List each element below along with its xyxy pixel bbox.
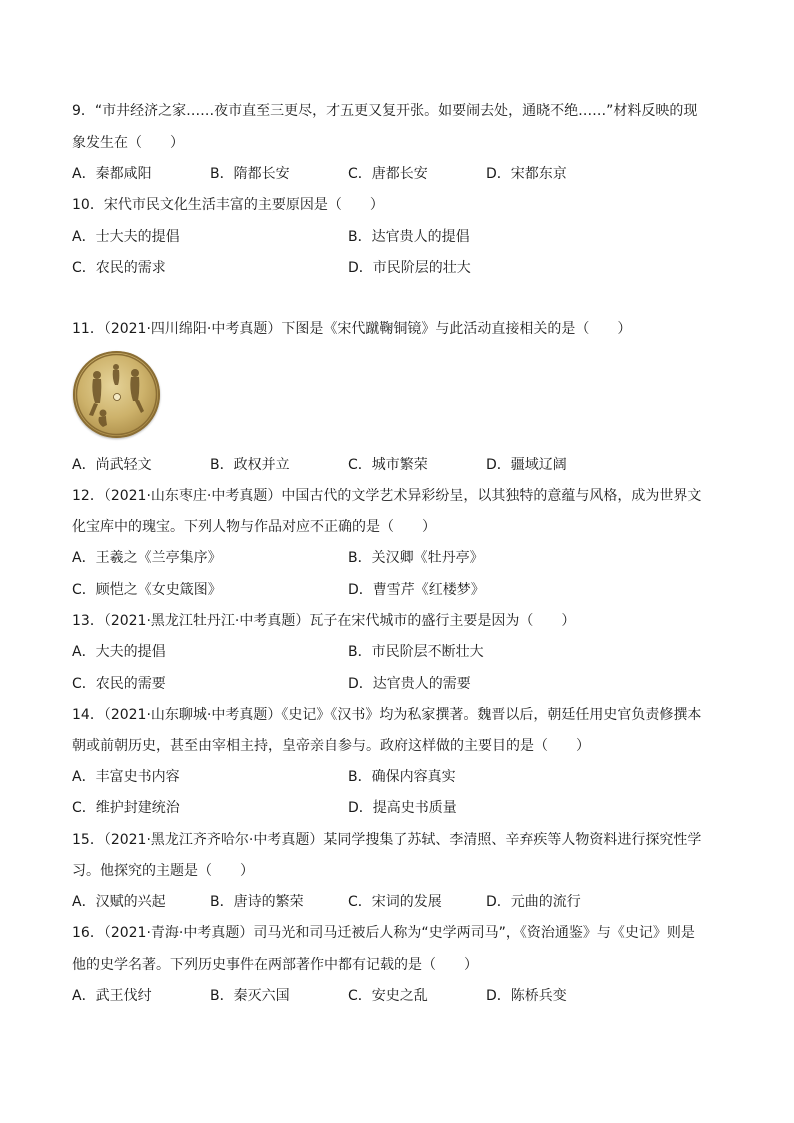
q13-option-c[interactable]: C．农民的需要 — [72, 676, 166, 692]
q15-stem-line-1: 15．（2021·黑龙江齐齐哈尔·中考真题）某同学搜集了苏轼、李清照、辛弃疾等人物资料进行探究性学 — [72, 832, 702, 848]
q15-option-c[interactable]: C．宋词的发展 — [348, 894, 442, 910]
q9-stem-line-1: 9．“市井经济之家……夜市直至三更尽，才五更又复开张。如要闹去处，通晓不绝……”材料反映的现 — [72, 103, 698, 119]
q14-option-d[interactable]: D．提高史书质量 — [348, 800, 457, 816]
q16-option-b[interactable]: B．秦灭六国 — [210, 988, 290, 1004]
q10-option-a[interactable]: A．士大夫的提倡 — [72, 229, 180, 245]
q11-stem-line-1: 11．（2021·四川绵阳·中考真题）下图是《宋代蹴鞠铜镜》与此活动直接相关的是（ ） — [72, 321, 632, 337]
q9-option-d[interactable]: D．宋都东京 — [486, 166, 567, 182]
q13-option-d[interactable]: D．达官贵人的需要 — [348, 676, 471, 692]
q9-option-b[interactable]: B．隋都长安 — [210, 166, 290, 182]
bronze-mirror-figures — [73, 351, 160, 438]
q12-stem-line-2: 化宝库中的瑰宝。下列人物与作品对应不正确的是（ ） — [72, 519, 436, 535]
q10-option-b[interactable]: B．达官贵人的提倡 — [348, 229, 470, 245]
q14-stem-line-2: 朝或前朝历史，甚至由宰相主持，皇帝亲自参与。政府这样做的主要目的是（ ） — [72, 738, 590, 754]
q10-option-c[interactable]: C．农民的需求 — [72, 260, 166, 276]
bronze-mirror-image — [73, 351, 160, 438]
q15-option-d[interactable]: D．元曲的流行 — [486, 894, 581, 910]
q14-option-a[interactable]: A．丰富史书内容 — [72, 769, 180, 785]
q12-option-d[interactable]: D．曹雪芹《红楼梦》 — [348, 582, 485, 598]
q12-option-c[interactable]: C．顾恺之《女史箴图》 — [72, 582, 222, 598]
q14-option-b[interactable]: B．确保内容真实 — [348, 769, 456, 785]
q11-option-b[interactable]: B．政权并立 — [210, 457, 290, 473]
q13-option-a[interactable]: A．大夫的提倡 — [72, 644, 166, 660]
q12-option-a[interactable]: A．王羲之《兰亭集序》 — [72, 550, 222, 566]
q14-option-c[interactable]: C．维护封建统治 — [72, 800, 180, 816]
q10-option-d[interactable]: D．市民阶层的壮大 — [348, 260, 471, 276]
q16-option-a[interactable]: A．武王伐纣 — [72, 988, 152, 1004]
q9-stem-line-2: 象发生在（ ） — [72, 135, 184, 151]
q16-stem-line-2: 他的史学名著。下列历史事件在两部著作中都有记载的是（ ） — [72, 957, 478, 973]
q15-stem-line-2: 习。他探究的主题是（ ） — [72, 863, 254, 879]
q16-option-d[interactable]: D．陈桥兵变 — [486, 988, 567, 1004]
q16-option-c[interactable]: C．安史之乱 — [348, 988, 428, 1004]
q9-option-a[interactable]: A．秦都咸阳 — [72, 166, 152, 182]
q10-stem-line-1: 10．宋代市民文化生活丰富的主要原因是（ ） — [72, 197, 384, 213]
q12-option-b[interactable]: B．关汉卿《牡丹亭》 — [348, 550, 484, 566]
q15-option-a[interactable]: A．汉赋的兴起 — [72, 894, 166, 910]
q16-stem-line-1: 16．（2021·青海·中考真题）司马光和司马迁被后人称为“史学两司马”，《资治通鉴》与《史记》则是 — [72, 925, 695, 941]
q11-option-c[interactable]: C．城市繁荣 — [348, 457, 428, 473]
q13-stem-line-1: 13．（2021·黑龙江牡丹江·中考真题）瓦子在宋代城市的盛行主要是因为（ ） — [72, 613, 576, 629]
q14-stem-line-1: 14．（2021·山东聊城·中考真题）《史记》《汉书》均为私家撰著。魏晋以后，朝廷任用史官负责修撰本 — [72, 707, 702, 723]
q9-option-c[interactable]: C．唐都长安 — [348, 166, 428, 182]
q13-option-b[interactable]: B．市民阶层不断壮大 — [348, 644, 484, 660]
q15-option-b[interactable]: B．唐诗的繁荣 — [210, 894, 304, 910]
q11-option-a[interactable]: A．尚武轻文 — [72, 457, 152, 473]
q12-stem-line-1: 12．（2021·山东枣庄·中考真题）中国古代的文学艺术异彩纷呈，以其独特的意蕴与风格，成为世界文 — [72, 488, 702, 504]
q11-option-d[interactable]: D．疆域辽阔 — [486, 457, 567, 473]
